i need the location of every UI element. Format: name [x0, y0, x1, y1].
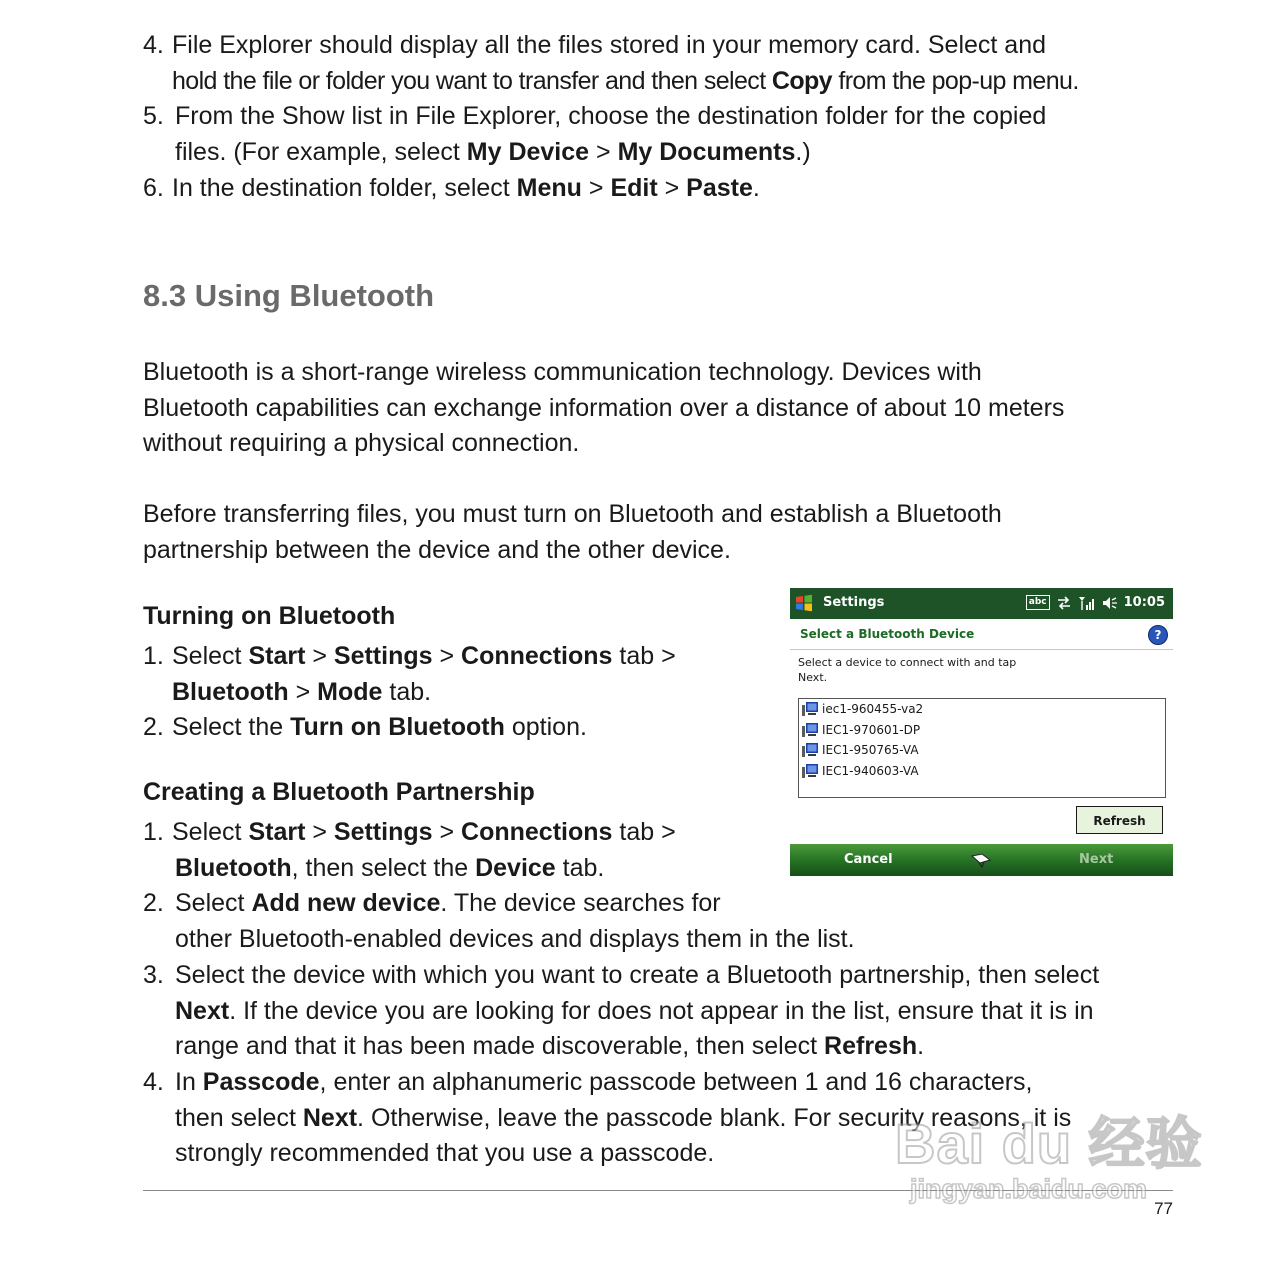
- section-title: 8.3 Using Bluetooth: [143, 278, 435, 313]
- signal-icon[interactable]: [1078, 596, 1096, 610]
- turning-on-step-1: 1. Select Start > Settings > Connections tab > Bluetooth > Mode tab.: [143, 642, 676, 706]
- partnership-step-3: 3. Select the device with which you want to create a Bluetooth partnership, then select Next. If the device you are looking for does not appear in the list, ensure that it is in range and that it has been made discoverable, then select Refresh.: [143, 960, 1100, 1061]
- refresh-button[interactable]: Refresh: [1076, 806, 1163, 834]
- step-6: 6. In the destination folder, select Menu > Edit > Paste.: [143, 173, 760, 202]
- file-copy-steps: [143, 28, 1173, 207]
- softkey-bar: [790, 844, 1173, 876]
- computer-icon: [802, 702, 818, 716]
- watermark-brand-mark: [885, 1112, 886, 1113]
- partnership-step-2: 2. Select Add new device. The device searches for other Bluetooth-enabled devices and displays them in the list.: [143, 889, 855, 954]
- phone-titlebar: [790, 588, 1173, 619]
- clock[interactable]: 10:05: [1123, 595, 1165, 610]
- device-item[interactable]: IEC1-940603-VA: [799, 761, 1165, 782]
- device-item[interactable]: IEC1-950765-VA: [799, 740, 1165, 761]
- turning-on-step-2: 2. Select the Turn on Bluetooth option.: [143, 713, 587, 742]
- intro-paragraph-1: Bluetooth is a short-range wireless communication technology. Devices with Bluetooth capabilities can exchange information over a distance of about 10 meters without requiring a physical connection.: [143, 358, 1065, 458]
- step-4: 4. File Explorer should display all the files stored in your memory card. Select and hold the file or folder you want to transfer and then select Copy from the pop-up menu.: [143, 31, 1079, 95]
- input-mode-icon[interactable]: abc: [1026, 595, 1050, 610]
- partnership-heading: Creating a Bluetooth Partnership: [143, 778, 535, 806]
- computer-icon: [802, 723, 818, 737]
- turning-on-steps: [143, 639, 783, 746]
- bluetooth-device-screenshot: [790, 588, 1173, 876]
- phone-page-header: [790, 619, 1173, 650]
- device-list[interactable]: [798, 698, 1166, 798]
- watermark-brand: Bai du 经验: [895, 1112, 1203, 1175]
- phone-instruction: Select a device to connect with and tap Next.: [798, 656, 1017, 684]
- keyboard-icon[interactable]: [970, 852, 992, 868]
- intro-paragraph-2: Before transferring files, you must turn on Bluetooth and establish a Bluetooth partnership between the device and the other device.: [143, 500, 1002, 564]
- next-softkey[interactable]: Next: [1079, 852, 1114, 867]
- partnership-step-1: 1. Select Start > Settings > Connections tab > Bluetooth, then select the Device tab.: [143, 818, 676, 882]
- phone-app-title: Settings: [823, 595, 885, 610]
- status-tray: [1026, 595, 1165, 610]
- volume-icon[interactable]: [1102, 596, 1118, 610]
- step-5: 5. From the Show list in File Explorer, choose the destination folder for the copied files. (For example, select My Device > My Documents.): [143, 102, 1047, 167]
- watermark-url: jingyan.baidu.com: [910, 1174, 1148, 1204]
- computer-icon: [802, 764, 818, 778]
- cancel-softkey[interactable]: Cancel: [844, 852, 893, 867]
- page-number: 77: [1154, 1199, 1173, 1218]
- device-item[interactable]: IEC1-970601-DP: [799, 720, 1165, 741]
- windows-start-icon[interactable]: [794, 593, 814, 613]
- baidu-watermark: [885, 1100, 1205, 1210]
- turning-on-heading: Turning on Bluetooth: [143, 602, 396, 630]
- computer-icon: [802, 743, 818, 757]
- connectivity-icon[interactable]: [1056, 596, 1072, 610]
- device-item[interactable]: iec1-960455-va2: [799, 699, 1165, 720]
- partnership-step-4: 4. In Passcode, enter an alphanumeric passcode between 1 and 16 characters, then select Next. Otherwise, leave the passcode blank. For security reasons, it is strongly recommended that you use a passcode.: [143, 1067, 1072, 1168]
- help-icon[interactable]: ?: [1148, 625, 1168, 645]
- phone-page-heading: Select a Bluetooth Device: [800, 627, 975, 641]
